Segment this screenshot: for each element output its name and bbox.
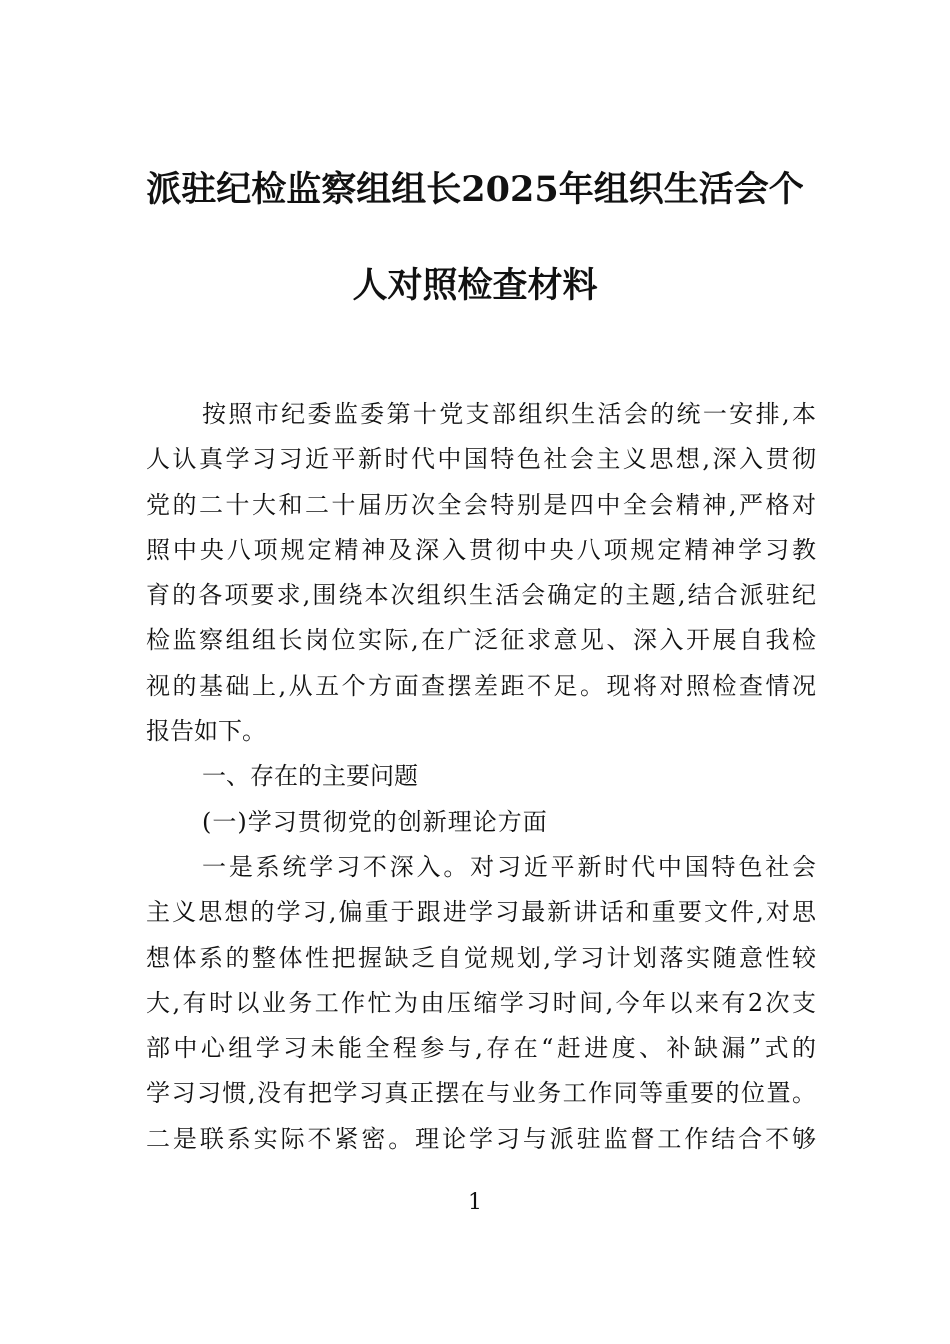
paragraph-line: 报告如下。 <box>146 717 266 746</box>
paragraph-line: 按照市纪委监委第十党支部组织生活会的统一安排,本 <box>202 400 816 428</box>
paragraph-line: 人认真学习习近平新时代中国特色社会主义思想,深入贯彻 <box>146 445 816 474</box>
paragraph-line: 检监察组组长岗位实际,在广泛征求意见、深入开展自我检 <box>146 626 816 655</box>
document-title-line-2: 人对照检查材料 <box>352 265 598 306</box>
paragraph-line: 二是联系实际不紧密。理论学习与派驻监督工作结合不够 <box>146 1124 816 1153</box>
page-number: 1 <box>468 1190 482 1215</box>
paragraph-line: 主义思想的学习,偏重于跟进学习最新讲话和重要文件,对思 <box>146 898 816 927</box>
paragraph-line: 育的各项要求,围绕本次组织生活会确定的主题,结合派驻纪 <box>146 581 816 610</box>
paragraph-line: 部中心组学习未能全程参与,存在“赶进度、补缺漏”式的 <box>146 1034 816 1063</box>
paragraph-line: 想体系的整体性把握缺乏自觉规划,学习计划落实随意性较 <box>146 943 816 972</box>
paragraph-line: 大,有时以业务工作忙为由压缩学习时间,今年以来有2次支 <box>146 988 816 1017</box>
paragraph-line: 一是系统学习不深入。对习近平新时代中国特色社会 <box>202 852 816 881</box>
subsection-heading: (一)学习贯彻党的创新理论方面 <box>202 807 548 836</box>
paragraph-line: 照中央八项规定精神及深入贯彻中央八项规定精神学习教 <box>146 535 816 564</box>
paragraph-line: 视的基础上,从五个方面查摆差距不足。现将对照检查情况 <box>146 671 816 700</box>
document-body <box>146 392 816 1162</box>
paragraph-line: 学习习惯,没有把学习真正摆在与业务工作同等重要的位置。 <box>146 1079 816 1108</box>
section-heading: 一、存在的主要问题 <box>202 762 418 791</box>
paragraph-line: 党的二十大和二十届历次全会特别是四中全会精神,严格对 <box>146 490 816 519</box>
document-title-line-1: 派驻纪检监察组组长2025年组织生活会个 <box>146 169 804 210</box>
